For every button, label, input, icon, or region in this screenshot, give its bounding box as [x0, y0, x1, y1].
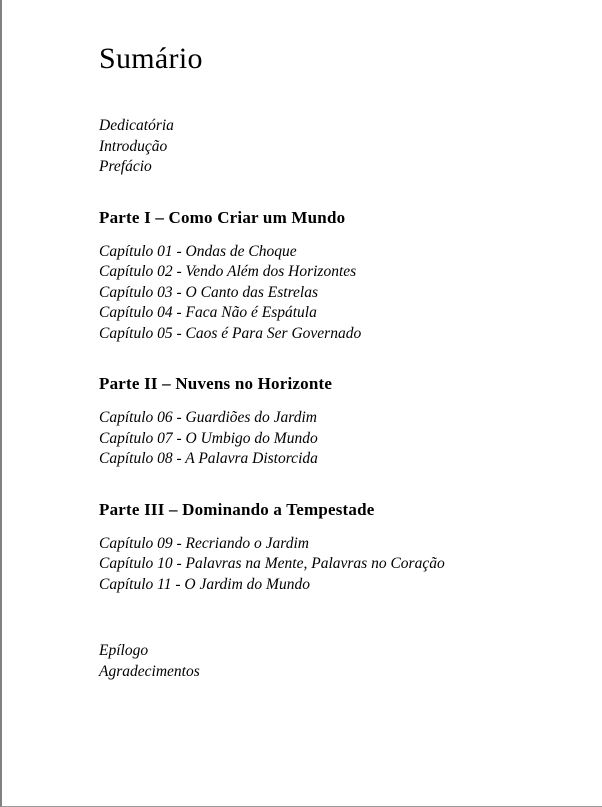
chapter-entry-11[interactable]: Capítulo 11 - O Jardim do Mundo — [99, 575, 310, 593]
toc-entry-introducao[interactable]: Introdução — [99, 137, 168, 155]
chapter-entry-08[interactable]: Capítulo 08 - A Palavra Distorcida — [99, 450, 318, 467]
chapter-entry-07[interactable]: Capítulo 07 - O Umbigo do Mundo — [99, 429, 318, 447]
chapter-entry-01[interactable]: Capítulo 01 - Ondas de Choque — [99, 242, 297, 260]
toc-entry-prefacio[interactable]: Prefácio — [99, 158, 152, 175]
toc-entry-dedicatoria[interactable]: Dedicatória — [99, 117, 174, 134]
part-section-1 — [99, 207, 582, 345]
chapter-list-3 — [99, 534, 582, 596]
chapter-list-2 — [99, 408, 582, 470]
chapter-entry-06[interactable]: Capítulo 06 - Guardiões do Jardim — [99, 409, 317, 426]
chapter-entry-05[interactable]: Capítulo 05 - Caos é Para Ser Governado — [99, 324, 362, 342]
chapter-list-1 — [99, 242, 582, 345]
chapter-entry-10[interactable]: Capítulo 10 - Palavras na Mente, Palavras no Coração — [99, 555, 445, 572]
part-section-2 — [99, 373, 582, 470]
part-heading-1: Parte I – Como Criar um Mundo — [99, 207, 346, 227]
toc-entry-agradecimentos[interactable]: Agradecimentos — [99, 662, 200, 680]
part-section-3 — [99, 499, 582, 596]
part-heading-3: Parte III – Dominando a Tempestade — [99, 499, 375, 519]
table-of-contents — [99, 42, 582, 682]
chapter-entry-02[interactable]: Capítulo 02 - Vendo Além dos Horizontes — [99, 263, 357, 280]
page-title: Sumário — [99, 42, 203, 75]
part-heading-2: Parte II – Nuvens no Horizonte — [99, 374, 333, 393]
back-matter-list — [99, 641, 582, 682]
front-matter-list — [99, 116, 582, 178]
chapter-entry-03[interactable]: Capítulo 03 - O Canto das Estrelas — [99, 283, 319, 301]
chapter-entry-04[interactable]: Capítulo 04 - Faca Não é Espátula — [99, 304, 317, 321]
toc-entry-epilogo[interactable]: Epílogo — [99, 642, 149, 659]
chapter-entry-09[interactable]: Capítulo 09 - Recriando o Jardim — [99, 534, 309, 552]
